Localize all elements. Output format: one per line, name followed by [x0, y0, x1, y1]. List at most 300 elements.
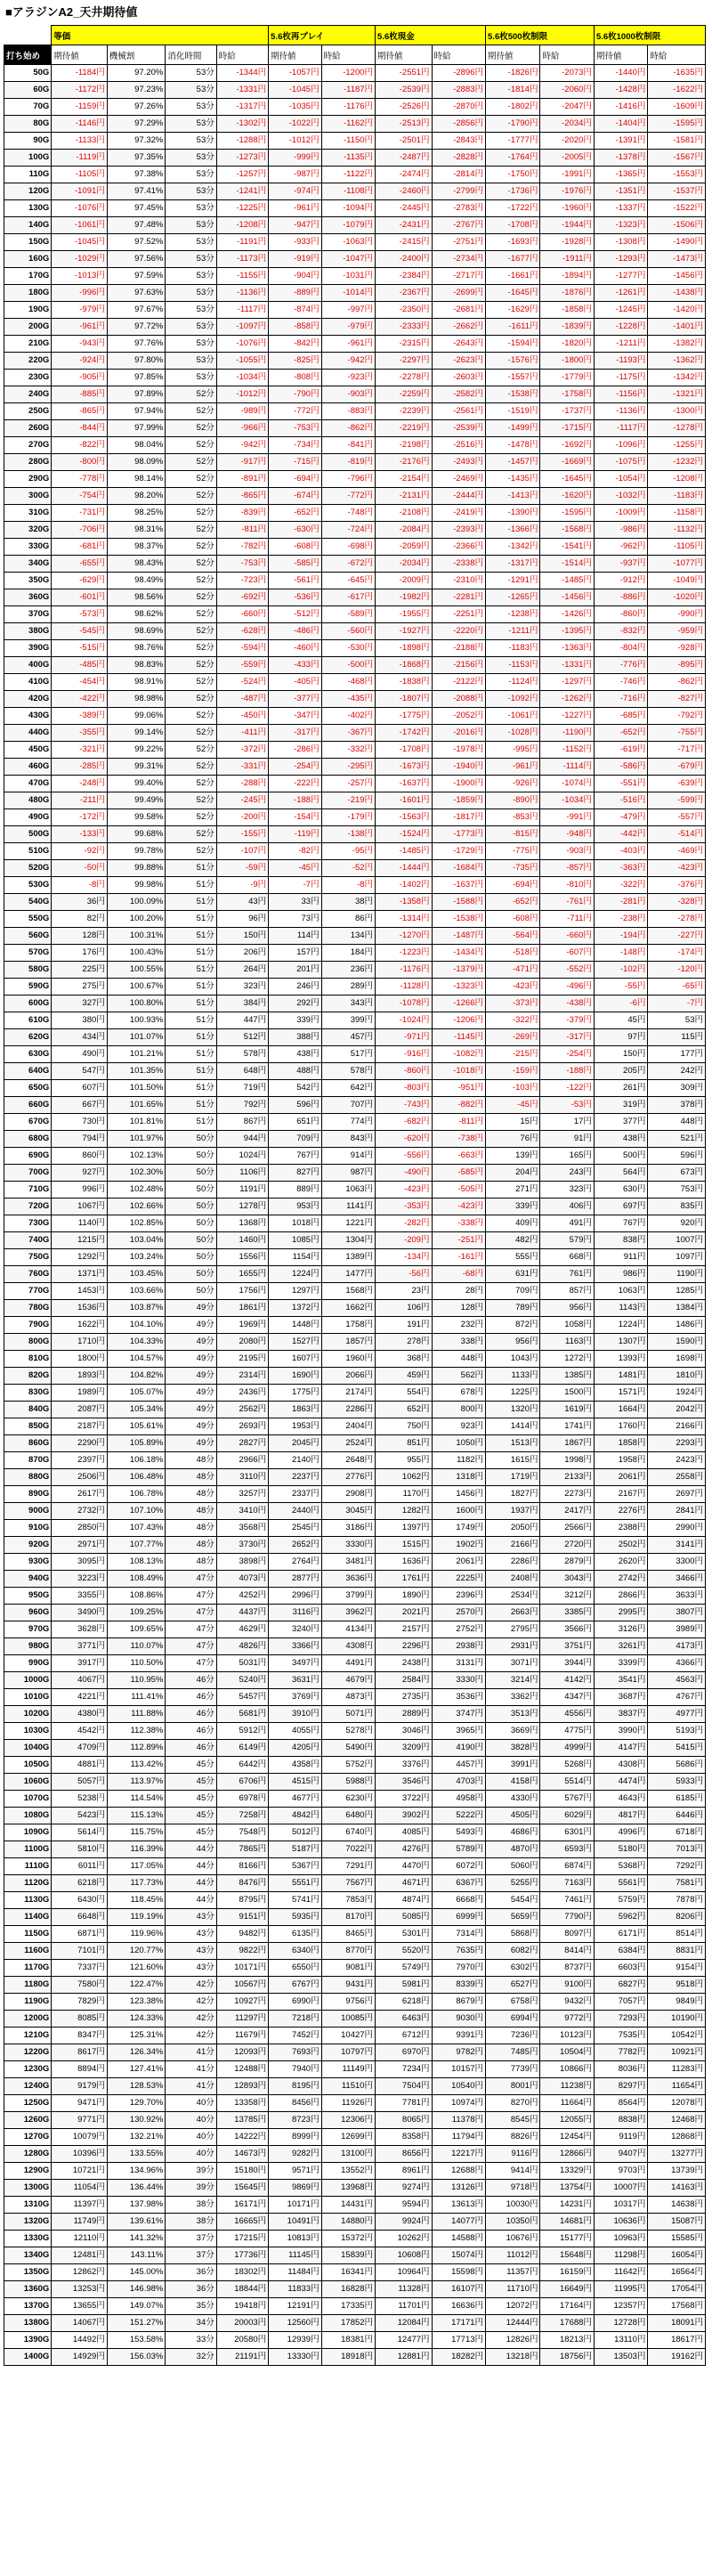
cell-cash-ev: 1170円 — [376, 1486, 433, 1503]
cell-replay-hourly: 1568円 — [321, 1283, 375, 1300]
cell-ev: 1989円 — [52, 1385, 108, 1402]
cell-hourly: -245円 — [216, 792, 268, 809]
cell-replay-ev: -512円 — [269, 606, 321, 623]
cell-limit1000-hourly: 17568円 — [648, 2298, 706, 2315]
cell-start-game: 1190G — [4, 1994, 52, 2011]
cell-time: 52分 — [166, 809, 216, 826]
cell-payout: 103.45% — [107, 1266, 166, 1283]
cell-replay-ev: 33円 — [269, 894, 321, 911]
cell-limit500-ev: 3362円 — [486, 1689, 540, 1706]
cell-hourly: -1288円 — [216, 133, 268, 150]
cell-ev: -545円 — [52, 623, 108, 640]
cell-start-game: 730G — [4, 1215, 52, 1232]
cell-cash-ev: 10262円 — [376, 2231, 433, 2247]
cell-limit500-ev: 2534円 — [486, 1588, 540, 1605]
cell-cash-hourly: -2843円 — [432, 133, 485, 150]
cell-time: 48分 — [166, 1520, 216, 1537]
cell-cash-ev: 8656円 — [376, 2146, 433, 2163]
cell-replay-ev: 7940円 — [269, 2061, 321, 2078]
cell-hourly: -1331円 — [216, 82, 268, 99]
cell-replay-hourly: 4873円 — [321, 1689, 375, 1706]
cell-start-game: 1020G — [4, 1706, 52, 1723]
cell-cash-hourly: -505円 — [432, 1182, 485, 1199]
cell-replay-hourly: -257円 — [321, 776, 375, 792]
header-corner — [4, 26, 52, 45]
cell-payout: 125.31% — [107, 2027, 166, 2044]
cell-limit500-hourly: -122円 — [540, 1080, 594, 1097]
cell-limit500-ev: 139円 — [486, 1148, 540, 1165]
cell-hourly: 1969円 — [216, 1317, 268, 1334]
cell-replay-hourly: 11510円 — [321, 2078, 375, 2095]
cell-time: 50分 — [166, 1131, 216, 1148]
cell-replay-hourly: -500円 — [321, 657, 375, 674]
cell-limit500-ev: 10676円 — [486, 2231, 540, 2247]
cell-replay-hourly: -1031円 — [321, 268, 375, 285]
cell-ev: 1453円 — [52, 1283, 108, 1300]
cell-limit500-ev: 5659円 — [486, 1909, 540, 1926]
cell-start-game: 1130G — [4, 1892, 52, 1909]
cell-limit1000-hourly: 4977円 — [648, 1706, 706, 1723]
cell-replay-ev: -904円 — [269, 268, 321, 285]
cell-cash-ev: -2108円 — [376, 505, 433, 522]
cell-start-game: 630G — [4, 1046, 52, 1063]
cell-cash-hourly: -2783円 — [432, 200, 485, 217]
cell-cash-hourly: -2393円 — [432, 522, 485, 539]
cell-hourly: 12488円 — [216, 2061, 268, 2078]
cell-replay-ev: 1953円 — [269, 1418, 321, 1435]
cell-limit1000-hourly: 14638円 — [648, 2197, 706, 2214]
cell-replay-ev: 1863円 — [269, 1402, 321, 1418]
cell-payout: 98.76% — [107, 640, 166, 657]
cell-replay-hourly: 2286円 — [321, 1402, 375, 1418]
cell-payout: 104.57% — [107, 1351, 166, 1368]
cell-hourly: 10567円 — [216, 1977, 268, 1994]
cell-cash-ev: -2551円 — [376, 65, 433, 82]
cell-replay-ev: -630円 — [269, 522, 321, 539]
cell-limit500-hourly: 4999円 — [540, 1740, 594, 1757]
cell-limit500-hourly: 9772円 — [540, 2011, 594, 2027]
cell-ev: -865円 — [52, 403, 108, 420]
cell-limit1000-hourly: 9154円 — [648, 1960, 706, 1977]
cell-payout: 104.10% — [107, 1317, 166, 1334]
cell-limit500-hourly: 668円 — [540, 1249, 594, 1266]
cell-start-game: 500G — [4, 826, 52, 843]
cell-hourly: 15645円 — [216, 2180, 268, 2197]
cell-limit500-hourly: -1669円 — [540, 454, 594, 471]
cell-replay-ev: 2764円 — [269, 1554, 321, 1571]
cell-replay-hourly: -997円 — [321, 302, 375, 319]
cell-hourly: 19418円 — [216, 2298, 268, 2315]
cell-ev: -1076円 — [52, 200, 108, 217]
cell-replay-hourly: 914円 — [321, 1148, 375, 1165]
table-row — [4, 1994, 706, 2011]
cell-hourly: -155円 — [216, 826, 268, 843]
cell-cash-hourly: 562円 — [432, 1368, 485, 1385]
cell-replay-hourly: 18381円 — [321, 2332, 375, 2349]
cell-limit1000-hourly: -1537円 — [648, 183, 706, 200]
cell-cash-ev: -2297円 — [376, 353, 433, 370]
cell-cash-ev: -1176円 — [376, 962, 433, 979]
cell-ev: 3355円 — [52, 1588, 108, 1605]
column-header-start: 打ち始め — [4, 45, 52, 65]
cell-start-game: 1000G — [4, 1672, 52, 1689]
cell-replay-hourly: 10427円 — [321, 2027, 375, 2044]
cell-start-game: 1320G — [4, 2214, 52, 2231]
cell-limit500-ev: 709円 — [486, 1283, 540, 1300]
cell-time: 53分 — [166, 200, 216, 217]
cell-limit1000-hourly: -1183円 — [648, 488, 706, 505]
cell-replay-hourly: 3636円 — [321, 1571, 375, 1588]
cell-limit1000-hourly: -1553円 — [648, 167, 706, 183]
cell-limit500-hourly: 1500円 — [540, 1385, 594, 1402]
cell-limit500-hourly: 2273円 — [540, 1486, 594, 1503]
table-row — [4, 809, 706, 826]
cell-limit500-ev: -926円 — [486, 776, 540, 792]
cell-ev: 2732円 — [52, 1503, 108, 1520]
cell-hourly: -891円 — [216, 471, 268, 488]
cell-limit1000-ev: -281円 — [594, 894, 647, 911]
cell-limit1000-hourly: 13277円 — [648, 2146, 706, 2163]
cell-limit500-ev: -1435円 — [486, 471, 540, 488]
cell-limit1000-ev: 10636円 — [594, 2214, 647, 2231]
cell-ev: 176円 — [52, 945, 108, 962]
cell-start-game: 210G — [4, 336, 52, 353]
cell-start-game: 560G — [4, 928, 52, 945]
cell-start-game: 350G — [4, 573, 52, 589]
cell-time: 53分 — [166, 183, 216, 200]
cell-time: 38分 — [166, 2197, 216, 2214]
table-row — [4, 1114, 706, 1131]
cell-hourly: -288円 — [216, 776, 268, 792]
cell-limit1000-ev: 2742円 — [594, 1571, 647, 1588]
cell-replay-hourly: 1063円 — [321, 1182, 375, 1199]
cell-time: 44分 — [166, 1841, 216, 1858]
cell-cash-ev: -2034円 — [376, 556, 433, 573]
table-row — [4, 1182, 706, 1199]
cell-replay-hourly: 5071円 — [321, 1706, 375, 1723]
cell-ev: -979円 — [52, 302, 108, 319]
cell-time: 41分 — [166, 2061, 216, 2078]
cell-ev: 4542円 — [52, 1723, 108, 1740]
cell-cash-ev: 191円 — [376, 1317, 433, 1334]
cell-time: 33分 — [166, 2332, 216, 2349]
cell-cash-ev: 5301円 — [376, 1926, 433, 1943]
cell-hourly: 13358円 — [216, 2095, 268, 2112]
cell-hourly: 11679円 — [216, 2027, 268, 2044]
cell-ev: 2290円 — [52, 1435, 108, 1452]
cell-limit1000-ev: 2502円 — [594, 1537, 647, 1554]
cell-replay-hourly: 16828円 — [321, 2281, 375, 2298]
cell-start-game: 70G — [4, 99, 52, 116]
cell-hourly: 18844円 — [216, 2281, 268, 2298]
table-row — [4, 556, 706, 573]
cell-cash-ev: -2350円 — [376, 302, 433, 319]
cell-replay-hourly: -560円 — [321, 623, 375, 640]
cell-start-game: 1070G — [4, 1791, 52, 1808]
cell-payout: 113.42% — [107, 1757, 166, 1774]
cell-replay-hourly: -1150円 — [321, 133, 375, 150]
cell-limit500-hourly: 16159円 — [540, 2264, 594, 2281]
table-row — [4, 2281, 706, 2298]
cell-limit500-hourly: -991円 — [540, 809, 594, 826]
cell-limit1000-ev: -1075円 — [594, 454, 647, 471]
cell-cash-hourly: -2681円 — [432, 302, 485, 319]
cell-cash-ev: -1868円 — [376, 657, 433, 674]
cell-limit1000-hourly: -1382円 — [648, 336, 706, 353]
cell-payout: 122.47% — [107, 1977, 166, 1994]
cell-hourly: 5240円 — [216, 1672, 268, 1689]
cell-ev: -422円 — [52, 691, 108, 708]
cell-replay-hourly: 707円 — [321, 1097, 375, 1114]
cell-cash-hourly: 800円 — [432, 1402, 485, 1418]
cell-start-game: 1200G — [4, 2011, 52, 2027]
cell-replay-ev: 8195円 — [269, 2078, 321, 2095]
cell-hourly: -1225円 — [216, 200, 268, 217]
cell-time: 35分 — [166, 2298, 216, 2315]
cell-limit500-ev: 3828円 — [486, 1740, 540, 1757]
cell-payout: 115.13% — [107, 1808, 166, 1824]
cell-cash-ev: -2445円 — [376, 200, 433, 217]
table-row — [4, 1774, 706, 1791]
cell-payout: 97.52% — [107, 234, 166, 251]
cell-payout: 97.45% — [107, 200, 166, 217]
cell-limit1000-ev: 564円 — [594, 1165, 647, 1182]
cell-limit1000-hourly: 378円 — [648, 1097, 706, 1114]
cell-limit500-hourly: -1514円 — [540, 556, 594, 573]
cell-ev: 14067円 — [52, 2315, 108, 2332]
cell-start-game: 300G — [4, 488, 52, 505]
cell-start-game: 670G — [4, 1114, 52, 1131]
cell-ev: 14492円 — [52, 2332, 108, 2349]
cell-limit1000-ev: -1391円 — [594, 133, 647, 150]
cell-start-game: 80G — [4, 116, 52, 133]
cell-payout: 100.20% — [107, 911, 166, 928]
cell-time: 52分 — [166, 776, 216, 792]
cell-limit500-hourly: -188円 — [540, 1063, 594, 1080]
cell-replay-ev: -7円 — [269, 877, 321, 894]
column-header-cash-hourly: 時給 — [432, 45, 485, 65]
cell-start-game: 810G — [4, 1351, 52, 1368]
cell-limit1000-ev: 1664円 — [594, 1402, 647, 1418]
cell-time: 46分 — [166, 1689, 216, 1706]
cell-payout: 97.26% — [107, 99, 166, 116]
cell-time: 51分 — [166, 1097, 216, 1114]
cell-start-game: 760G — [4, 1266, 52, 1283]
cell-cash-ev: -682円 — [376, 1114, 433, 1131]
cell-cash-ev: 10964円 — [376, 2264, 433, 2281]
table-row — [4, 2197, 706, 2214]
cell-limit500-ev: 3513円 — [486, 1706, 540, 1723]
cell-limit1000-hourly: -1020円 — [648, 589, 706, 606]
cell-payout: 98.91% — [107, 674, 166, 691]
cell-limit500-hourly: 2133円 — [540, 1469, 594, 1486]
cell-replay-hourly: 4679円 — [321, 1672, 375, 1689]
cell-cash-ev: -1444円 — [376, 860, 433, 877]
table-row — [4, 251, 706, 268]
cell-cash-ev: 3902円 — [376, 1808, 433, 1824]
table-row — [4, 268, 706, 285]
cell-limit500-ev: 6758円 — [486, 1994, 540, 2011]
cell-limit1000-ev: -1293円 — [594, 251, 647, 268]
cell-hourly: 792円 — [216, 1097, 268, 1114]
cell-cash-hourly: -68円 — [432, 1266, 485, 1283]
cell-replay-ev: -753円 — [269, 420, 321, 437]
cell-limit500-ev: -735円 — [486, 860, 540, 877]
table-row — [4, 234, 706, 251]
cell-time: 44分 — [166, 1875, 216, 1892]
cell-cash-hourly: -2419円 — [432, 505, 485, 522]
cell-limit500-hourly: 3944円 — [540, 1655, 594, 1672]
cell-hourly: 9822円 — [216, 1943, 268, 1960]
cell-replay-hourly: -698円 — [321, 539, 375, 556]
cell-limit500-hourly: 12454円 — [540, 2129, 594, 2146]
cell-limit500-hourly: -1595円 — [540, 505, 594, 522]
cell-limit500-hourly: -53円 — [540, 1097, 594, 1114]
table-row — [4, 1266, 706, 1283]
cell-limit500-hourly: 12055円 — [540, 2112, 594, 2129]
cell-limit1000-ev: -804円 — [594, 640, 647, 657]
cell-replay-ev: -858円 — [269, 319, 321, 336]
cell-limit500-ev: 13218円 — [486, 2349, 540, 2366]
cell-replay-ev: 2545円 — [269, 1520, 321, 1537]
table-row — [4, 1368, 706, 1385]
cell-start-game: 1340G — [4, 2247, 52, 2264]
cell-hourly: 16665円 — [216, 2214, 268, 2231]
cell-limit1000-hourly: 596円 — [648, 1148, 706, 1165]
cell-limit500-hourly: 3566円 — [540, 1621, 594, 1638]
group-header-equal: 等価 — [52, 26, 269, 45]
cell-ev: -706円 — [52, 522, 108, 539]
cell-start-game: 970G — [4, 1621, 52, 1638]
cell-hourly: -594円 — [216, 640, 268, 657]
cell-limit500-ev: 3991円 — [486, 1757, 540, 1774]
cell-limit500-hourly: -1331円 — [540, 657, 594, 674]
cell-limit1000-hourly: 2841円 — [648, 1503, 706, 1520]
cell-payout: 117.73% — [107, 1875, 166, 1892]
cell-ev: -389円 — [52, 708, 108, 725]
cell-ev: 5810円 — [52, 1841, 108, 1858]
cell-limit1000-hourly: -1321円 — [648, 386, 706, 403]
cell-limit1000-ev: 4474円 — [594, 1774, 647, 1791]
cell-limit500-ev: 4158円 — [486, 1774, 540, 1791]
cell-payout: 97.23% — [107, 82, 166, 99]
cell-limit1000-ev: -986円 — [594, 522, 647, 539]
cell-cash-hourly: 1600円 — [432, 1503, 485, 1520]
cell-hourly: -9円 — [216, 877, 268, 894]
table-row — [4, 2146, 706, 2163]
cell-ev: 7337円 — [52, 1960, 108, 1977]
cell-time: 52分 — [166, 657, 216, 674]
cell-ev: 327円 — [52, 995, 108, 1012]
cell-start-game: 370G — [4, 606, 52, 623]
cell-limit1000-hourly: -1473円 — [648, 251, 706, 268]
table-row — [4, 454, 706, 471]
cell-time: 43分 — [166, 1960, 216, 1977]
cell-replay-ev: -961円 — [269, 200, 321, 217]
cell-ev: 14929円 — [52, 2349, 108, 2366]
cell-payout: 105.61% — [107, 1418, 166, 1435]
cell-limit500-hourly: 6593円 — [540, 1841, 594, 1858]
cell-hourly: -524円 — [216, 674, 268, 691]
cell-time: 51分 — [166, 962, 216, 979]
column-header-limit500-hourly: 時給 — [540, 45, 594, 65]
cell-hourly: 20003円 — [216, 2315, 268, 2332]
cell-cash-ev: -1314円 — [376, 911, 433, 928]
table-row — [4, 116, 706, 133]
cell-time: 50分 — [166, 1165, 216, 1182]
table-row — [4, 1841, 706, 1858]
cell-start-game: 1140G — [4, 1909, 52, 1926]
cell-limit1000-hourly: 7878円 — [648, 1892, 706, 1909]
cell-payout: 108.86% — [107, 1588, 166, 1605]
cell-limit500-hourly: -1034円 — [540, 792, 594, 809]
cell-limit1000-hourly: 18617円 — [648, 2332, 706, 2349]
cell-time: 52分 — [166, 454, 216, 471]
table-row — [4, 1165, 706, 1182]
cell-start-game: 750G — [4, 1249, 52, 1266]
cell-cash-hourly: 5789円 — [432, 1841, 485, 1858]
cell-time: 52分 — [166, 725, 216, 742]
cell-replay-ev: 114円 — [269, 928, 321, 945]
cell-cash-hourly: 12688円 — [432, 2163, 485, 2180]
cell-limit1000-ev: 13503円 — [594, 2349, 647, 2366]
cell-cash-ev: -134円 — [376, 1249, 433, 1266]
cell-limit500-hourly: 18756円 — [540, 2349, 594, 2366]
cell-time: 52分 — [166, 386, 216, 403]
cell-hourly: 5031円 — [216, 1655, 268, 1672]
cell-start-game: 290G — [4, 471, 52, 488]
cell-cash-hourly: -2799円 — [432, 183, 485, 200]
cell-cash-hourly: -2188円 — [432, 640, 485, 657]
cell-ev: -172円 — [52, 809, 108, 826]
table-row — [4, 2180, 706, 2197]
table-row — [4, 962, 706, 979]
cell-start-game: 1240G — [4, 2078, 52, 2095]
table-row — [4, 2332, 706, 2349]
cell-ev: 8894円 — [52, 2061, 108, 2078]
cell-limit500-ev: -215円 — [486, 1046, 540, 1063]
cell-ev: -285円 — [52, 759, 108, 776]
cell-limit500-hourly: 243円 — [540, 1165, 594, 1182]
cell-start-game: 640G — [4, 1063, 52, 1080]
cell-replay-hourly: -724円 — [321, 522, 375, 539]
cell-ev: -515円 — [52, 640, 108, 657]
cell-replay-hourly: 14880円 — [321, 2214, 375, 2231]
cell-payout: 98.04% — [107, 437, 166, 454]
cell-replay-hourly: 12699円 — [321, 2129, 375, 2146]
column-header-hourly: 時給 — [216, 45, 268, 65]
cell-start-game: 400G — [4, 657, 52, 674]
cell-hourly: -942円 — [216, 437, 268, 454]
cell-hourly: 1756円 — [216, 1283, 268, 1300]
cell-hourly: 4826円 — [216, 1638, 268, 1655]
cell-limit500-ev: -1790円 — [486, 116, 540, 133]
cell-limit1000-hourly: 1285円 — [648, 1283, 706, 1300]
cell-cash-hourly: -1900円 — [432, 776, 485, 792]
cell-limit1000-hourly: 1190円 — [648, 1266, 706, 1283]
cell-limit1000-hourly: 17054円 — [648, 2281, 706, 2298]
cell-limit500-ev: 8545円 — [486, 2112, 540, 2129]
cell-cash-hourly: 4703円 — [432, 1774, 485, 1791]
cell-start-game: 430G — [4, 708, 52, 725]
cell-start-game: 480G — [4, 792, 52, 809]
column-header-limit1000-ev: 期待値 — [594, 45, 647, 65]
cell-ev: 2971円 — [52, 1537, 108, 1554]
cell-cash-hourly: -1379円 — [432, 962, 485, 979]
cell-replay-hourly: 7853円 — [321, 1892, 375, 1909]
cell-cash-ev: -1807円 — [376, 691, 433, 708]
cell-limit500-ev: -1061円 — [486, 708, 540, 725]
